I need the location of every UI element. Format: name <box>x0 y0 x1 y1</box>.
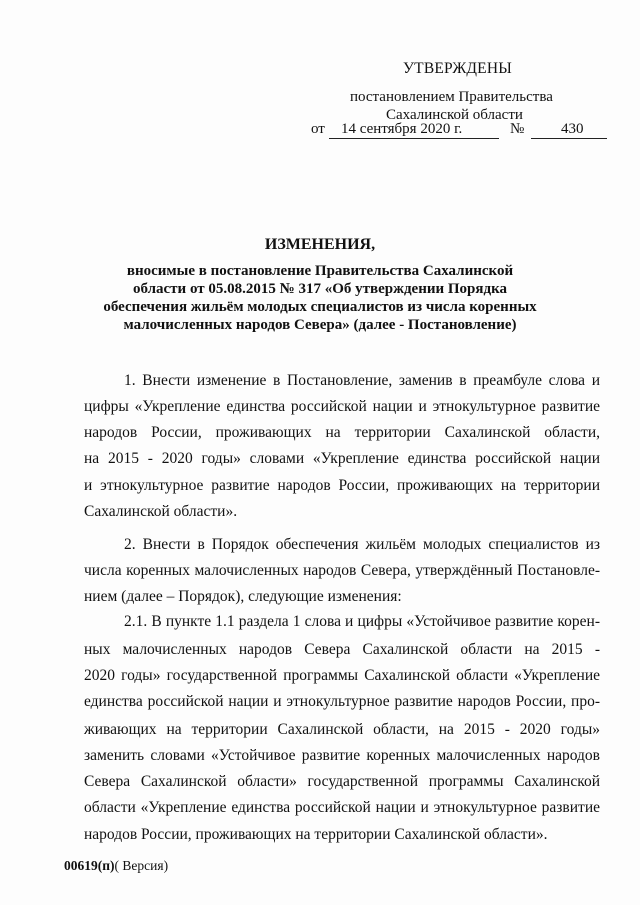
body-line: нием (далее – Порядок), следующие изменения: <box>84 588 402 605</box>
body-line: живающих на территории Сахалинской области, на 2015 - 2020 годы» <box>84 721 600 738</box>
body-line: единства российской нации и этнокультурное развитие народов России, про- <box>84 693 600 710</box>
document-title: ИЗМЕНЕНИЯ, <box>264 236 376 253</box>
approval-title: УТВЕРЖДЕНЫ <box>403 60 512 77</box>
body-line: народов России, проживающих на территории Сахалинской области, <box>84 424 600 441</box>
body-line: Сахалинской области». <box>84 503 238 520</box>
body-line: области «Укрепление единства российской нации и этнокультурное развитие <box>84 799 600 816</box>
footer-code <box>64 858 168 874</box>
body-line: заменить словами «Устойчивое развитие коренных малочисленных народов <box>84 747 600 764</box>
body-line: числа коренных малочисленных народов Севера, утверждённый Постановле- <box>84 562 600 579</box>
body-line: Севера Сахалинской области» государственной программы Сахалинской <box>84 773 600 790</box>
body-line: 1. Внести изменение в Постановление, заменив в преамбуле слова и <box>124 372 600 389</box>
body-line: 2.1. В пункте 1.1 раздела 1 слова и цифры «Устойчивое развитие корен- <box>124 613 600 630</box>
body-line: ных малочисленных народов Севера Сахалинской области на 2015 - <box>84 641 600 658</box>
heading-line: малочисленных народов Севера» (далее - Постановление) <box>123 317 517 333</box>
document-code: 00619(п) <box>64 858 115 873</box>
approval-region: Сахалинской области <box>386 107 523 123</box>
version-label: ( Версия) <box>114 858 169 873</box>
from-label: от <box>311 121 325 137</box>
number-underline <box>531 138 607 139</box>
approval-date-row <box>311 121 611 143</box>
body-line: на 2015 - 2020 годы» словами «Укрепление единства российской нации <box>84 450 600 467</box>
heading-line: обеспечения жильём молодых специалистов из числа коренных <box>103 299 537 315</box>
heading-line: области от 05.08.2015 № 317 «Об утверждении Порядка <box>132 281 508 297</box>
approval-by: постановлением Правительства <box>350 89 553 105</box>
approval-number: 430 <box>561 121 584 137</box>
body-line: и этнокультурное развитие народов России, проживающих на территории <box>84 477 600 494</box>
date-underline <box>329 138 499 139</box>
heading-line: вносимые в постановление Правительства Сахалинской <box>126 263 514 279</box>
number-label: № <box>510 121 525 137</box>
body-line: 2. Внести в Порядок обеспечения жильём молодых специалистов из <box>124 536 600 553</box>
body-line: 2020 годы» государственной программы Сахалинской области «Укрепление <box>84 667 600 684</box>
body-line: цифры «Укрепление единства российской нации и этнокультурное развитие <box>84 398 600 415</box>
body-line: народов России, проживающих на территории Сахалинской области». <box>84 826 548 843</box>
approval-date: 14 сентября 2020 г. <box>341 121 463 137</box>
